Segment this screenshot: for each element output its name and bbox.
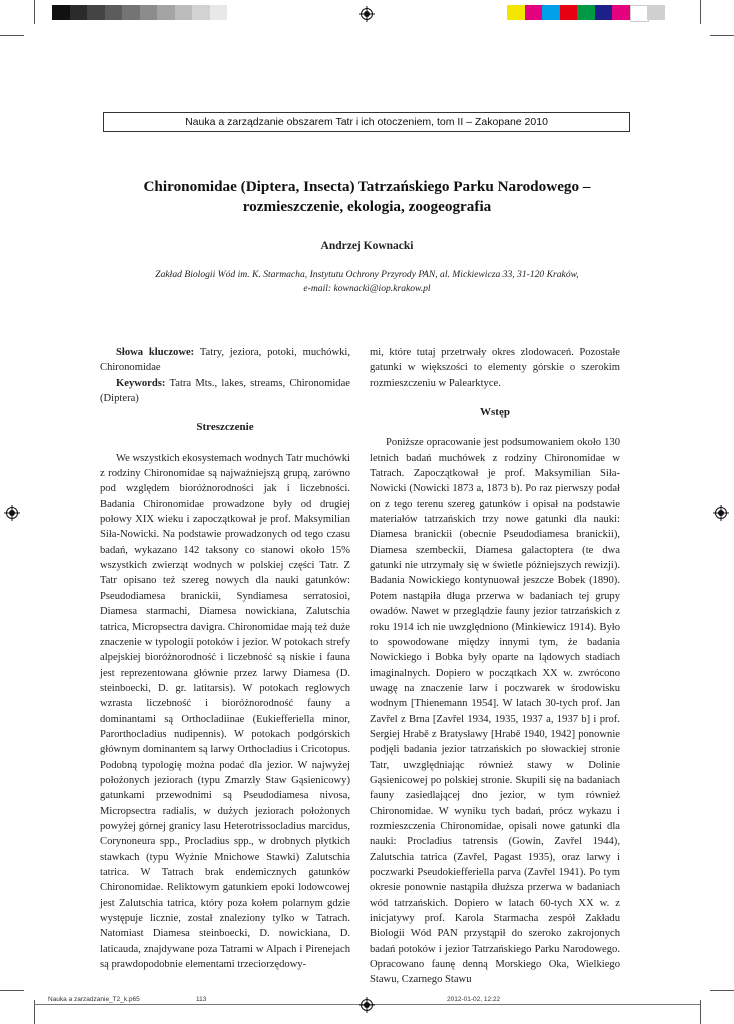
gray-swatch (175, 5, 193, 20)
color-swatch (560, 5, 578, 20)
registration-mark-left (4, 505, 20, 521)
gray-swatch (105, 5, 123, 20)
registration-mark-top (359, 6, 375, 22)
color-swatch (542, 5, 560, 20)
keywords-pl-label: Słowa kluczowe: (116, 347, 195, 358)
gray-swatch (140, 5, 158, 20)
gray-swatch (52, 5, 70, 20)
color-swatch (577, 5, 595, 20)
color-swatch (525, 5, 543, 20)
keywords-pl-text: Tatry, jeziora, potoki, muchówki, Chironomidae (100, 347, 350, 374)
keywords-en-label: Keywords: (116, 377, 166, 389)
color-swatch (595, 5, 613, 20)
email-line: e-mail: kownacki@iop.krakow.pl (303, 283, 431, 294)
intro-heading: Wstęp (480, 406, 510, 419)
gray-swatch (122, 5, 140, 20)
registration-mark-bottom (359, 997, 375, 1013)
running-header: Nauka a zarządzanie obszarem Tatr i ich otoczeniem, tom II – Zakopane 2010 (103, 112, 630, 132)
abstract-continuation: mi, które tutaj przetrwały okres zlodowaceń. Pozostałe gatunki w większości to elementy górskie o szerokim rozmieszczeniu w Palearktyce. (370, 347, 620, 389)
keywords-en (100, 376, 350, 407)
affiliation-line: Zakład Biologii Wód im. K. Starmacha, Instytutu Ochrony Przyrody PAN, al. Mickiewicza 33, 31-120 Kraków, (155, 269, 579, 280)
color-swatch (507, 5, 525, 20)
gray-swatch (157, 5, 175, 20)
left-column (100, 345, 350, 972)
intro-paragraph: Poniższe opracowanie jest podsumowaniem około 130 letnich badań muchówek z rodziny Chironomidae w Tatrach. Zapoczątkował je prof. Maksymilian Siła-Nowicki (Nowicki 1873 a, 1873 b). Po raz pierwszy podał on z tego terenu szereg gatunków i opisał na podstawie materiałów tatrzańskich trzy nowe gatunki dla nauki: Diamesa branickii (obecnie Pseudodiamesa branickii), Diamesa szembeckii, Diamesa galactoptera (te dwa gatunki nie utrzymały się w świetle późniejszych rewizji). Badania Nowickiego kontynuował jeszcze Bobek (1890). Potem nastąpiła długa przerwa w badaniach tej grupy owadów. Nawet w przeglądzie fauny jezior tatrzańskich z roku 1914 ich nie uwzględniono (Minkiewicz 1914). Było to spowodowane między innymi tym, że badania Nowickiego i Bobka były oparte na lądowych stadiach imaginalnych. Dopiero w początkach XX w. zwrócono uwagę na znaczenie larw i poczwarek w środowisku wodnym [Thienemann 1954]. W latach 30-tych prof. Jan Zavřel z Brna [Zavřel 1934, 1935, 1937 a, 1937 b] i prof. Sergiej Hrabě z Bratysławy [Hrabě 1940, 1942] ponownie podjęli badania jezior tatrzańskich po słowackiej stronie Tatr, uwzględniając również stawy w Dolinie Gąsienicowej po polskiej stronie. Skupili się na badaniach fauny zasiedlającej dno jezior, w tym również Chironomidae. W wyniku tych badań, prócz wykazu i rozmieszczenia Chironomidae, opisali nowe gatunki dla nauki: Procladius tatrensis (Gowin, Zavřel 1944), Zalutschia tatrica (Zavřel, Pagast 1935), oraz larwy i poczwarki Pseudokiefferiella parva (Zavřel 1941). Po tym okresie ponownie nastąpiła dłuższa przerwa w badaniach wód tatrzańskich. Dopiero w latach 60-tych XX w. z inicjatywy prof. Karola Starmacha zespół Zakładu Biologii Wód PAN przystąpił do szeroko zakrojonych badań potoków i jezior Tatrzańskiego Parku Narodowego. Opracowano faunę denną Morskiego Oka, Wielkiego Stawu, Czarnego Stawu (370, 437, 620, 986)
gray-swatch (210, 5, 228, 20)
gray-swatch (192, 5, 210, 20)
abstract-paragraph: We wszystkich ekosystemach wodnych Tatr muchówki z rodziny Chironomidae są najważniejszą grupą, zarówno pod względem bioróżnorodności jak i liczebności. Badania Chironomidae prowadzone były od drugiej połowy XIX wieku i zapoczątkował je prof. Maksymilian Siła-Nowicki. Na podstawie prowadzonych od tego czasu badań, wykazano 142 taksony co stanowi około 15% wszystkich zwierząt wodnych w polskiej części Tatr. Z Tatr opisano też szereg nowych dla nauki gatunków: Pseudodiamesa branickii, Syndiamesa serratosioi, Diamesa starmachi, Diamesa nowickiana, Zalutschia tatrica, Micropsectra davigra. Chironomidae mają też duże znaczenie w typologii potoków i jezior. W potokach strefy alpejskiej bioróżnorodność i liczebność są niskie i fauna jest reprezentowana głównie przez larwy Diamesa (D. steinboecki, D. gr. latitarsis). W potokach reglowych wzrasta liczebność i bioróżnorodność fauny a dominantami są Orthocladiinae (Eukiefferiella minor, Parorthocladius nudipennis). W potokach podgórskich głównym dominantem są larwy Orthocladius i Cricotopus. Podobną typologię można podać dla jezior. W najwyżej położonych jeziorach (typu Zmarzły Staw Gąsienicowy) gatunkami przewodnimi są Pseudodiamesa nivosa, Micropsectra radialis, w dużych jeziorach położonych powyżej górnej granicy lasu Heterotrissocladius marcidus, Corynoneura spp., Procladius spp., w drobnych płytkich stawkach (typu Wyżnie Mnichowe Stawki) Zalutschia tatrica. W Tatrach brak endemicznych gatunków Chironomidae. Reliktowym gatunkiem epoki lodowcowej jest Zalutschia tatrica, który poza kołem polarnym gdzie występuje licznie, został znaleziony tylko w Tatrach. Natomiast Diamesa steinboecki, D. nowickiana, D. laticauda, znajdywane poza Tatrami w Alpach i Pirenejach są prawdopodobnie elementami trzeciorzędowy- (100, 452, 350, 971)
registration-mark-right (713, 505, 729, 521)
right-column (370, 345, 620, 988)
color-swatch (612, 5, 630, 20)
keywords-pl (100, 345, 350, 376)
affiliation (80, 268, 654, 296)
keywords-en-text: Tatra Mts., lakes, streams, Chironomidae (Diptera) (100, 377, 350, 405)
gray-swatch (87, 5, 105, 20)
color-swatch (647, 5, 665, 20)
paper-title-line-2: rozmieszczenie, ekologia, zoogeografia (242, 198, 492, 215)
abstract-heading: Streszczenie (196, 421, 254, 434)
author-name: Andrzej Kownacki (320, 240, 414, 252)
gray-swatch (70, 5, 88, 20)
footer-page-number: 113 (196, 996, 207, 1003)
paper-title-line-1: Chironomidae (Diptera, Insecta) Tatrzańskiego Parku Narodowego – (143, 178, 591, 195)
footer-filename: Nauka a zarzadzanie_T2_k.p65 (48, 996, 140, 1003)
footer-timestamp: 2012-01-02, 12:22 (447, 996, 501, 1003)
